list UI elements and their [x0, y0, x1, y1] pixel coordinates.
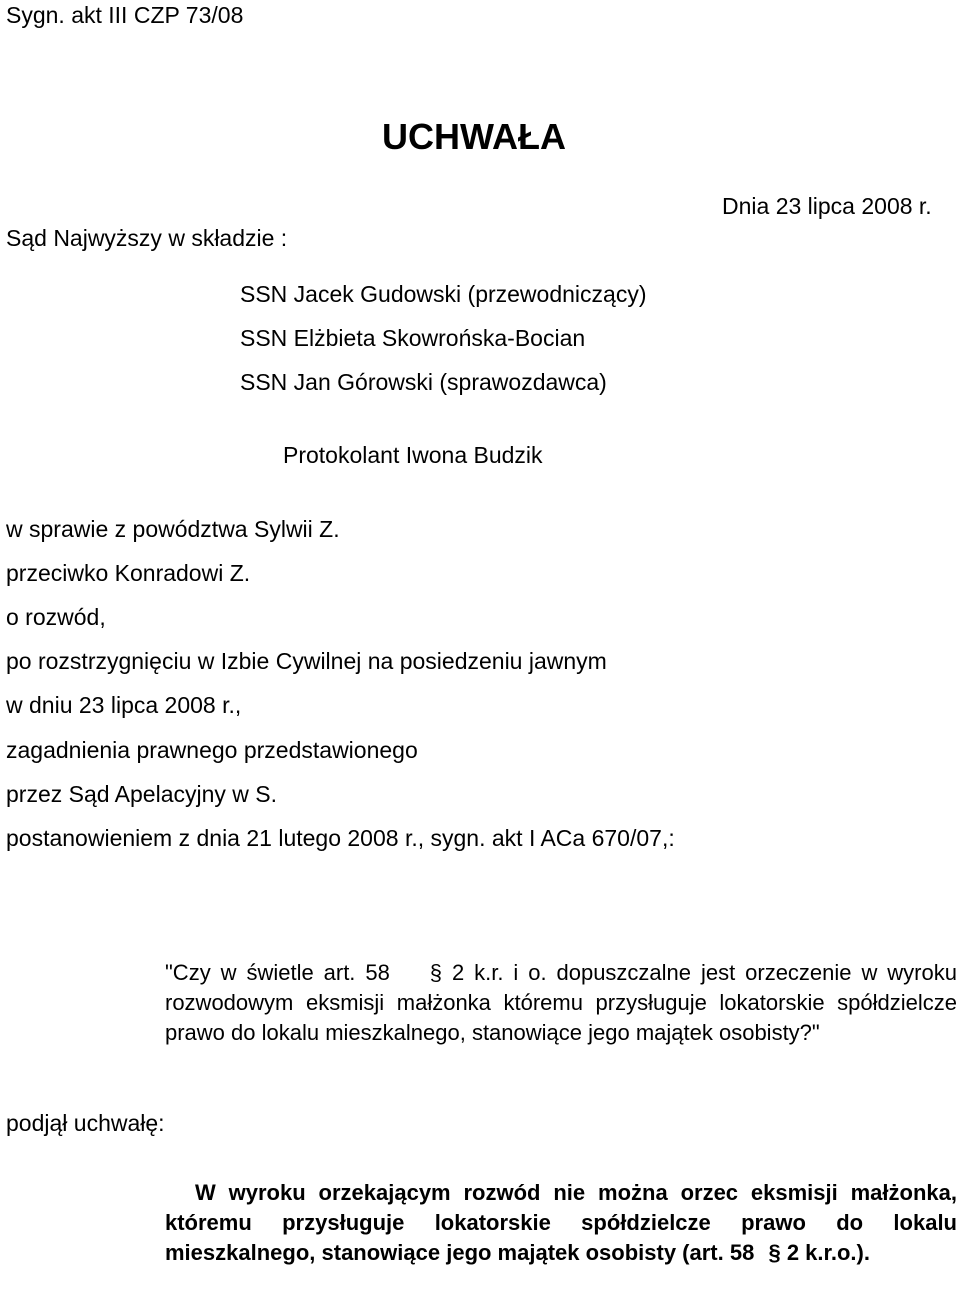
legal-question: [165, 958, 957, 1048]
resolution-body: W wyroku orzekającym rozwód nie można orzec eksmisji małżonka, któremu przysługuje lokatorskie spółdzielcze prawo do lokalu mieszkalnego, stanowiące jego majątek osobisty (art. 58: [165, 1180, 957, 1265]
section-sign: §: [429, 960, 443, 985]
case-line: zagadnienia prawnego przedstawionego: [6, 737, 418, 763]
question-text-start: "Czy w świetle art. 58: [165, 960, 390, 985]
case-line: w sprawie z powództwa Sylwii Z.: [6, 516, 340, 542]
court-clerk: Protokolant Iwona Budzik: [283, 442, 543, 468]
case-line: postanowieniem z dnia 21 lutego 2008 r., sygn. akt I ACa 670/07,:: [6, 825, 675, 851]
case-line: po rozstrzygnięciu w Izbie Cywilnej na posiedzeniu jawnym: [6, 648, 607, 674]
resolution-tail: 2 k.r.o.).: [786, 1240, 870, 1265]
panel-member: SSN Jan Górowski (sprawozdawca): [240, 369, 607, 395]
case-line: w dniu 23 lipca 2008 r.,: [6, 692, 242, 718]
document-title: UCHWAŁA: [382, 116, 566, 157]
question-text-end: 2 k.r. i o. dopuszczalne jest orzeczenie w wyroku rozwodowym eksmisji małżonka któremu przysługuje lokatorskie spółdzielcze prawo do lokalu mieszkalnego, stanowiące jego majątek osobisty?": [165, 960, 957, 1045]
section-sign: §: [768, 1240, 781, 1265]
resolved-label: podjął uchwałę:: [6, 1110, 165, 1136]
ruling-date: Dnia 23 lipca 2008 r.: [722, 193, 932, 219]
case-number: Sygn. akt III CZP 73/08: [6, 2, 244, 28]
resolution-text: [165, 1178, 957, 1268]
case-line: przeciwko Konradowi Z.: [6, 560, 251, 586]
panel-member: SSN Elżbieta Skowrońska-Bocian: [240, 325, 586, 351]
panel-member: SSN Jacek Gudowski (przewodniczący): [240, 281, 647, 307]
panel-intro: Sąd Najwyższy w składzie :: [6, 225, 288, 251]
case-line: o rozwód,: [6, 604, 106, 630]
case-line: przez Sąd Apelacyjny w S.: [6, 781, 278, 807]
